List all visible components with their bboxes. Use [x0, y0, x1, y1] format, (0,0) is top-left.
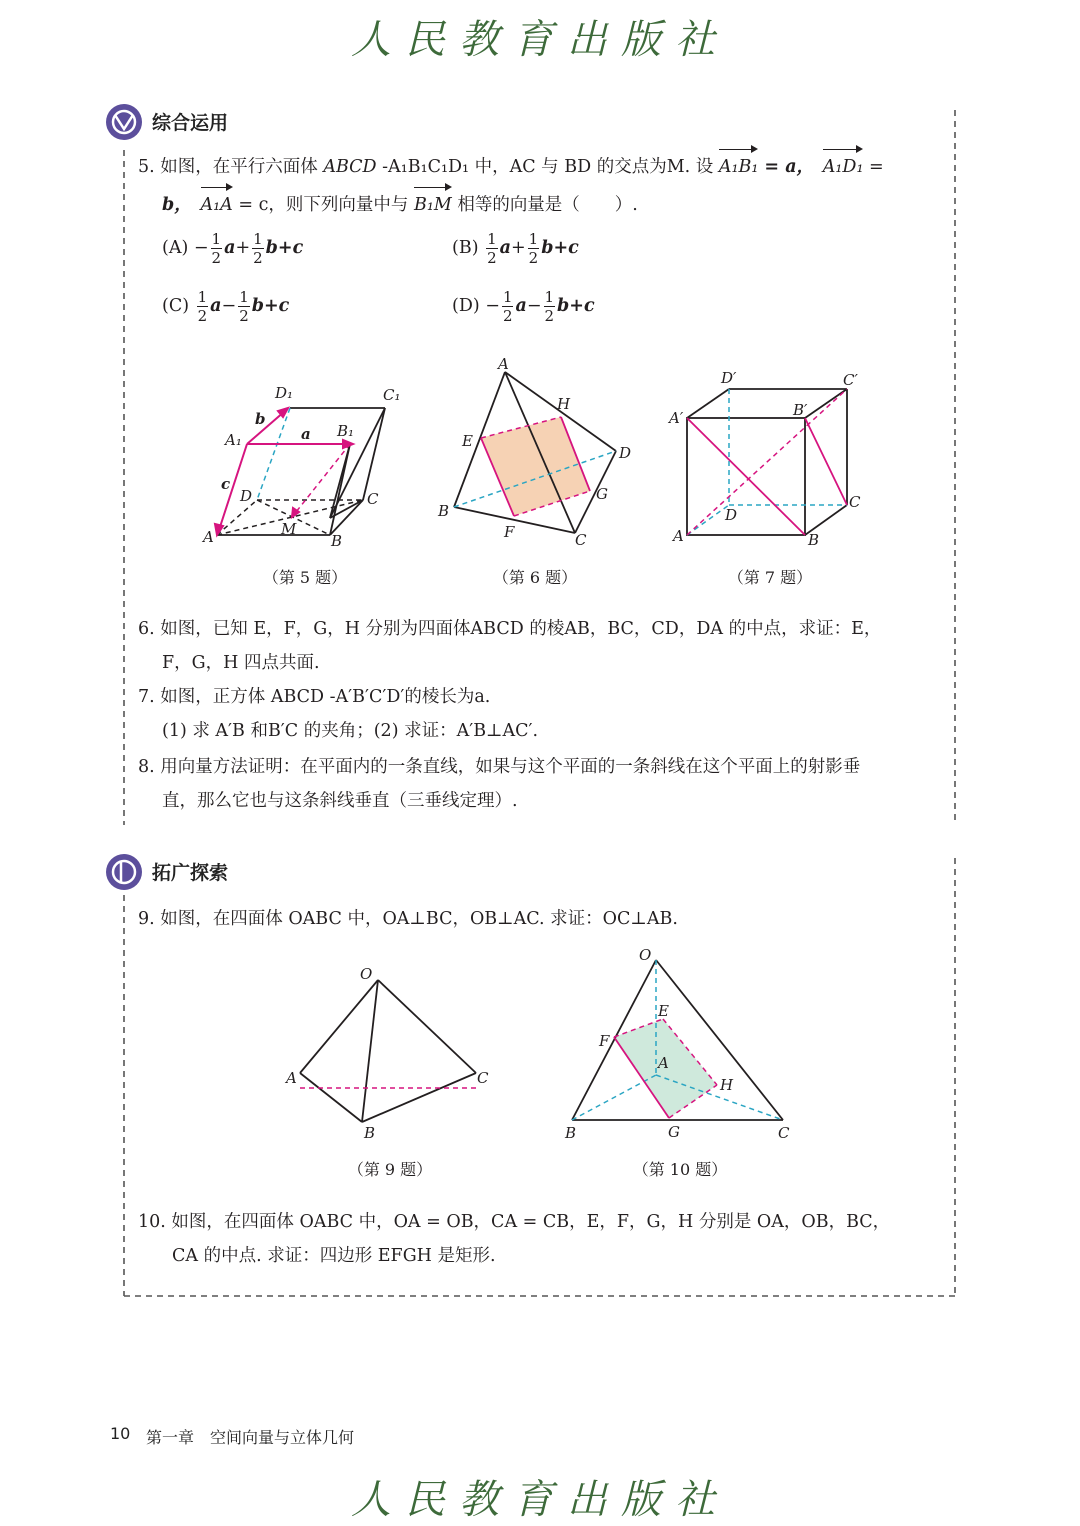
q7-line1: 7. 如图，正方体 ABCD -A′B′C′D′的棱长为a.: [138, 687, 491, 707]
svg-text:A: A: [203, 528, 214, 546]
figure-10-tetrahedron: [555, 940, 805, 1145]
svg-text:G: G: [596, 485, 608, 503]
q5-line2: b， A₁A = c，则下列向量中与 B₁M 相等的向量是（ ）.: [162, 188, 638, 222]
svg-text:B: B: [438, 502, 450, 520]
figure-5-caption: （第 5 题）: [262, 568, 348, 587]
svg-text:A: A: [498, 355, 509, 373]
figure-6-tetrahedron: [430, 355, 640, 555]
figure-6-fill: [481, 417, 590, 516]
comprehensive-use-icon: [105, 103, 143, 141]
q8-line1: 8. 用向量方法证明：在平面内的一条直线，如果与这个平面的一条斜线在这个平面上的射影垂: [138, 757, 861, 777]
q5-option-d: (D) − $\frac{1}{2}$ a− $\frac{1}{2}$ b+c: [452, 288, 595, 325]
q10-line1: 10. 如图，在四面体 OABC 中，OA = OB，CA = CB，E，F，G，H 分别是 OA，OB，BC，: [138, 1212, 891, 1232]
svg-text:B′: B′: [793, 401, 808, 419]
svg-text:G: G: [668, 1123, 680, 1141]
q6-line2: F，G，H 四点共面.: [162, 653, 320, 673]
svg-text:B: B: [565, 1124, 577, 1142]
svg-text:D: D: [240, 487, 253, 505]
svg-text:D′: D′: [721, 369, 737, 387]
figure-5-parallelepiped: [195, 375, 415, 555]
svg-text:A: A: [658, 1054, 669, 1072]
q10-line2: CA 的中点. 求证：四边形 EFGH 是矩形.: [172, 1246, 496, 1266]
svg-text:B: B: [364, 1124, 376, 1142]
svg-text:C′: C′: [843, 371, 858, 389]
svg-text:D: D: [619, 444, 632, 462]
figure-6-caption: （第 6 题）: [492, 568, 578, 587]
extension-explore-icon: [105, 853, 143, 891]
publisher-watermark-bottom: 人民教育出版社: [351, 1477, 729, 1523]
section-title-extension: 拓广探索: [152, 862, 229, 884]
q7-line2: (1) 求 A′B 和B′C 的夹角；(2) 求证：A′B⊥AC′.: [162, 721, 539, 741]
svg-text:O: O: [360, 965, 373, 983]
chapter-title: 第一章 空间向量与立体几何: [146, 1428, 355, 1447]
svg-text:A: A: [286, 1069, 297, 1087]
svg-text:c: c: [221, 475, 231, 493]
vector-a1a: A₁A: [201, 188, 233, 222]
svg-text:a: a: [301, 425, 311, 443]
vector-a1d1: A₁D₁: [823, 150, 864, 184]
q5-option-a: (A) − $\frac{1}{2}$ a+ $\frac{1}{2}$ b+c: [162, 230, 304, 267]
q9-line1: 9. 如图，在四面体 OABC 中，OA⊥BC，OB⊥AC. 求证：OC⊥AB.: [138, 909, 678, 929]
svg-text:B₁: B₁: [337, 422, 355, 440]
svg-text:F: F: [599, 1032, 610, 1050]
svg-text:C: C: [575, 531, 587, 549]
svg-text:C₁: C₁: [383, 386, 401, 404]
svg-text:A: A: [673, 527, 684, 545]
q5-option-c: (C) $\frac{1}{2}$ a− $\frac{1}{2}$ b+c: [162, 288, 290, 325]
figure-7-cube: [665, 365, 875, 555]
svg-text:D₁: D₁: [275, 384, 294, 402]
svg-text:A′: A′: [669, 409, 684, 427]
q6-line1: 6. 如图，已知 E，F，G，H 分别为四面体ABCD 的棱AB，BC，CD，DA 的中点，求证：E，: [138, 619, 882, 639]
figure-9-caption: （第 9 题）: [347, 1160, 433, 1179]
vector-a1b1: A₁B₁: [719, 150, 759, 184]
svg-text:D: D: [725, 506, 738, 524]
figure-10-caption: （第 10 题）: [632, 1160, 728, 1179]
svg-text:E: E: [462, 432, 473, 450]
svg-text:H: H: [557, 395, 571, 413]
section-title-comprehensive: 综合运用: [152, 112, 229, 134]
svg-text:C: C: [849, 493, 861, 511]
svg-text:B: B: [808, 531, 820, 549]
svg-text:C: C: [367, 490, 379, 508]
svg-text:C: C: [778, 1124, 790, 1142]
svg-text:b: b: [255, 410, 266, 428]
svg-text:F: F: [504, 523, 515, 541]
q8-line2: 直，那么它也与这条斜线垂直（三垂线定理）.: [162, 791, 518, 811]
q5-option-b: (B) $\frac{1}{2}$ a+ $\frac{1}{2}$ b+c: [452, 230, 579, 267]
q5-line1: 5. 如图，在平行六面体 ABCD -A₁B₁C₁D₁ 中，AC 与 BD 的交点为M. 设 A₁B₁ = a， A₁D₁ =: [138, 150, 884, 184]
page-number: 10: [110, 1424, 131, 1443]
svg-text:C: C: [477, 1069, 489, 1087]
svg-text:O: O: [639, 946, 652, 964]
svg-text:H: H: [720, 1076, 734, 1094]
publisher-watermark-top: 人民教育出版社: [351, 17, 729, 63]
figure-9-tetrahedron: [280, 960, 495, 1145]
svg-text:E: E: [658, 1002, 669, 1020]
svg-text:A₁: A₁: [225, 431, 242, 449]
figure-9-labels: [284, 965, 489, 1142]
figure-7-labels: [667, 369, 861, 549]
svg-text:M: M: [281, 520, 297, 538]
figure-7-caption: （第 7 题）: [727, 568, 813, 587]
vector-b1m: B₁M: [414, 188, 452, 222]
svg-text:B: B: [331, 532, 343, 550]
